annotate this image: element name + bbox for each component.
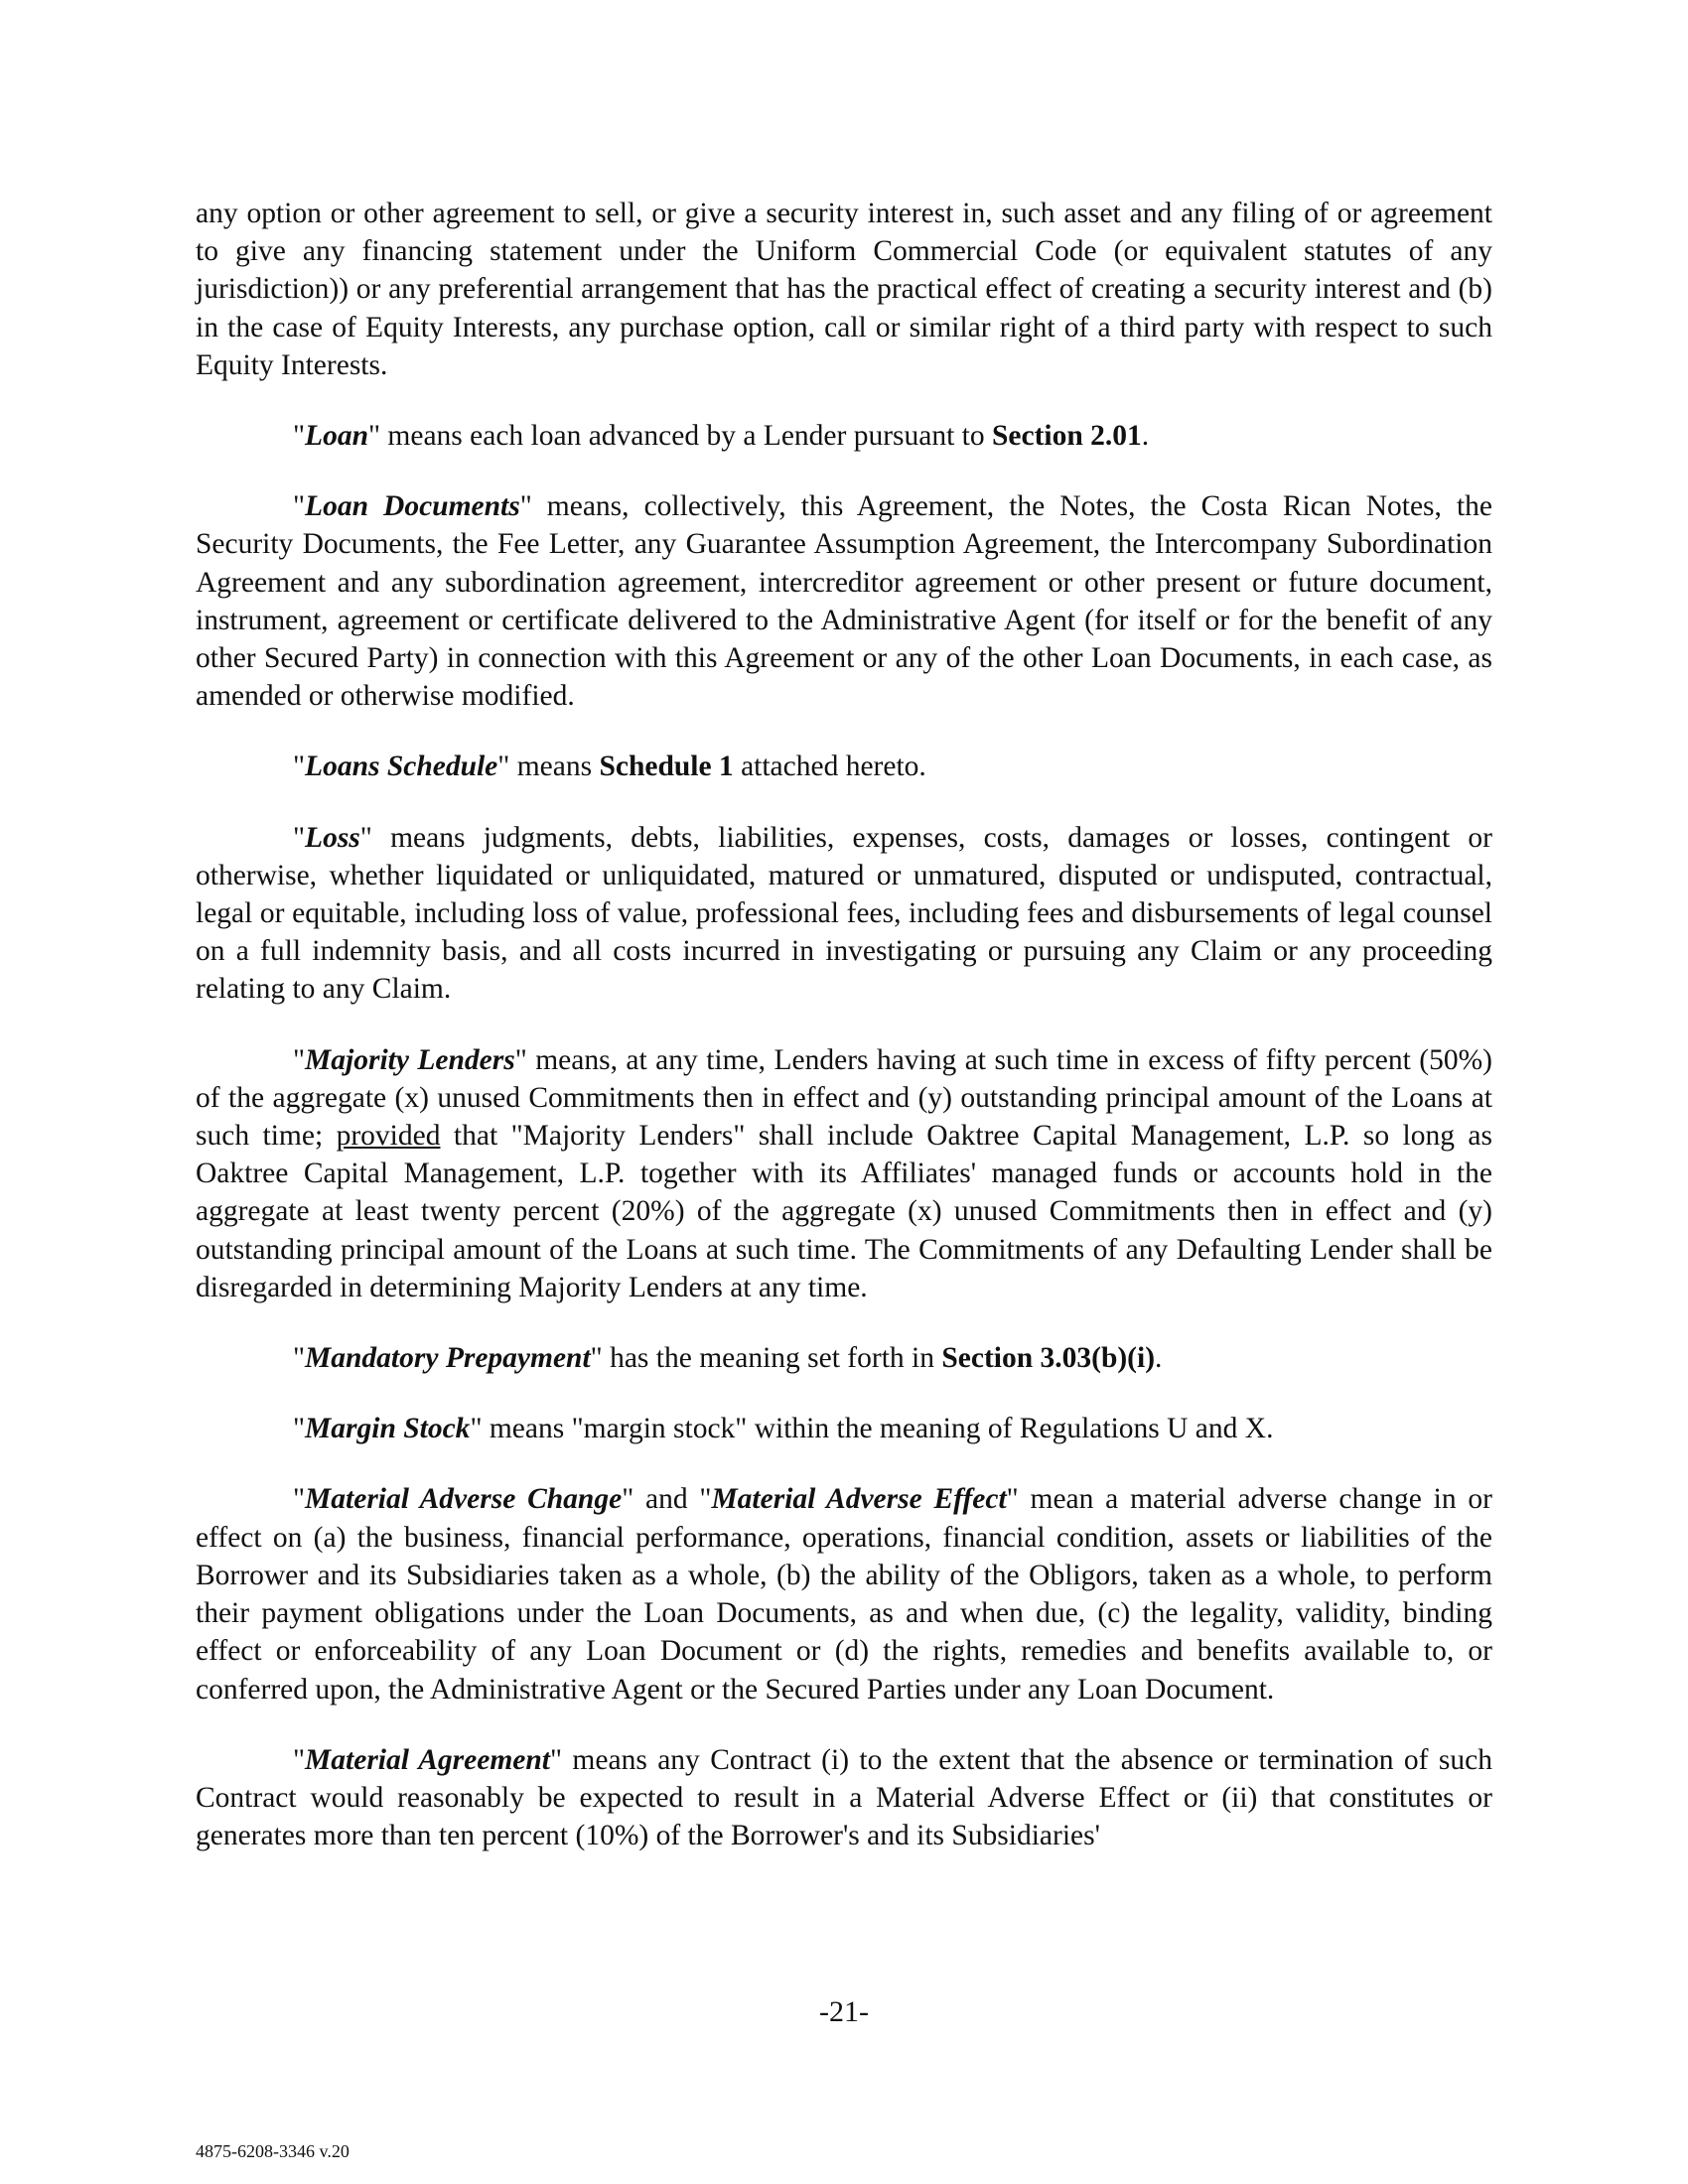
definition-material-agreement [196,1741,1492,1855]
quote-close: " [590,1342,603,1375]
defined-term: Majority Lenders [305,1043,515,1076]
definition-text: means each loan advanced by a Lender pursuant to [380,420,993,453]
definition-loans-schedule [196,748,1492,785]
definition-loan-documents [196,487,1492,715]
definition-text: means [509,751,600,783]
section-reference: Section 3.03(b)(i) [941,1342,1156,1375]
defined-term: Mandatory Prepayment [305,1342,591,1375]
paragraph-text: any option or other agreement to sell, or give a security interest in, such asset and any filing of or agreement to give any financing statement under the Uniform Commercial Code (or equivalent statutes of any jurisdiction)) or any preferential arrangement that has the practical effect of creating a security interest and (b) in the case of Equity Interests, any purchase option, call or similar right of a third party with respect to such Equity Interests. [196,198,1492,381]
quote-open: " [293,821,306,854]
quote-close: " [514,1043,527,1076]
definition-text: means "margin stock" within the meaning of Regulations U and X. [482,1413,1274,1445]
quote-open: " [293,420,306,453]
definition-margin-stock [196,1410,1492,1447]
definition-text-continued: that "Majority Lenders" shall include Oaktree Capital Management, L.P. so long as Oaktree Capital Management, L.P. together with its Affiliates' managed funds or accounts hold in the aggregate at least twenty percent (20%) of the aggregate (x) unused Commitments then in effect and (y) outstanding principal amount of the Loans at such time. The Commitments of any Defaulting Lender shall be disregarded in determining Majority Lenders at any time. [196,1120,1492,1303]
quote-close: " [470,1413,483,1445]
defined-term: Material Agreement [305,1743,550,1776]
definition-material-adverse-change [196,1480,1492,1707]
term-connector: " and " [622,1483,712,1516]
page-number: -21- [819,1995,869,2028]
definition-text: means any Contract (i) to the extent that the absence or termination of such Contract would reasonably be expected to result in a Material Adverse Effect or (ii) that constitutes or generates more than ten percent (10%) of the Borrower's and its Subsidiaries' [196,1743,1492,1852]
definition-end: . [1141,420,1150,453]
quote-open: " [293,490,306,523]
defined-term: Loans Schedule [305,751,498,783]
quote-close: " [367,420,381,453]
quote-close: " [497,751,510,783]
definition-loan [196,417,1492,455]
definition-text: means, collectively, this Agreement, the Notes, the Costa Rican Notes, the Security Documents, the Fee Letter, any Guarantee Assumption Agreement, the Intercompany Subordination Agreement and any subordination agreement, intercreditor agreement or other present or future document, instrument, agreement or certificate delivered to the Administrative Agent (for itself or for the benefit of any other Secured Party) in connection with this Agreement or any of the other Loan Documents, in each case, as amended or otherwise modified. [196,490,1492,713]
quote-open: " [293,1413,306,1445]
definition-end: . [1155,1342,1163,1375]
underlined-provided: provided [336,1120,441,1153]
definition-text: mean a material adverse change in or effect on (a) the business, financial performance, operations, financial condition, assets or liabilities of the Borrower and its Subsidiaries taken as a whole, (b) the ability of the Obligors, taken as a whole, to perform their payment obligations under the Loan Documents, as and when due, (c) the legality, validity, binding effect or enforceability of any Loan Document or (d) the rights, remedies and benefits available to, or conferred upon, the Administrative Agent or the Secured Parties under any Loan Document. [196,1483,1492,1706]
defined-term: Loan [305,420,368,453]
quote-open: " [293,1043,306,1076]
definition-mandatory-prepayment [196,1339,1492,1377]
defined-term: Loss [305,821,360,854]
quote-open: " [293,1483,306,1516]
defined-term-second: Material Adverse Effect [711,1483,1007,1516]
quote-open: " [293,1342,306,1375]
definition-text: has the meaning set forth in [602,1342,942,1375]
section-reference: Section 2.01 [992,420,1142,453]
quote-open: " [293,1743,306,1776]
quote-close: " [1006,1483,1019,1516]
definition-text: means judgments, debts, liabilities, expenses, costs, damages or losses, contingent or otherwise, whether liquidated or unliquidated, matured or unmatured, disputed or undisputed, contractual, legal or equitable, including loss of value, professional fees, including fees and disbursements of legal counsel on a full indemnity basis, and all costs incurred in investigating or pursuing any Claim or any proceeding relating to any Claim. [196,821,1492,1006]
paragraph-continuation [196,195,1492,384]
quote-close: " [549,1743,563,1776]
quote-close: " [519,490,532,523]
definition-end: attached hereto. [733,751,926,783]
defined-term: Loan Documents [305,490,520,523]
schedule-reference: Schedule 1 [599,751,734,783]
defined-term: Material Adverse Change [305,1483,623,1516]
definition-loss [196,819,1492,1009]
quote-close: " [359,821,372,854]
document-id: 4875-6208-3346 v.20 [196,2141,350,2161]
quote-open: " [293,751,306,783]
definition-text: means, at any time, Lenders having at such time in excess of fifty percent (50%) of the aggregate (x) unused Commitments then in effect and (y) outstanding principal amount of the Loans at such time; [196,1043,1492,1153]
definition-majority-lenders [196,1041,1492,1306]
document-body [196,195,1492,1854]
defined-term: Margin Stock [305,1413,471,1445]
